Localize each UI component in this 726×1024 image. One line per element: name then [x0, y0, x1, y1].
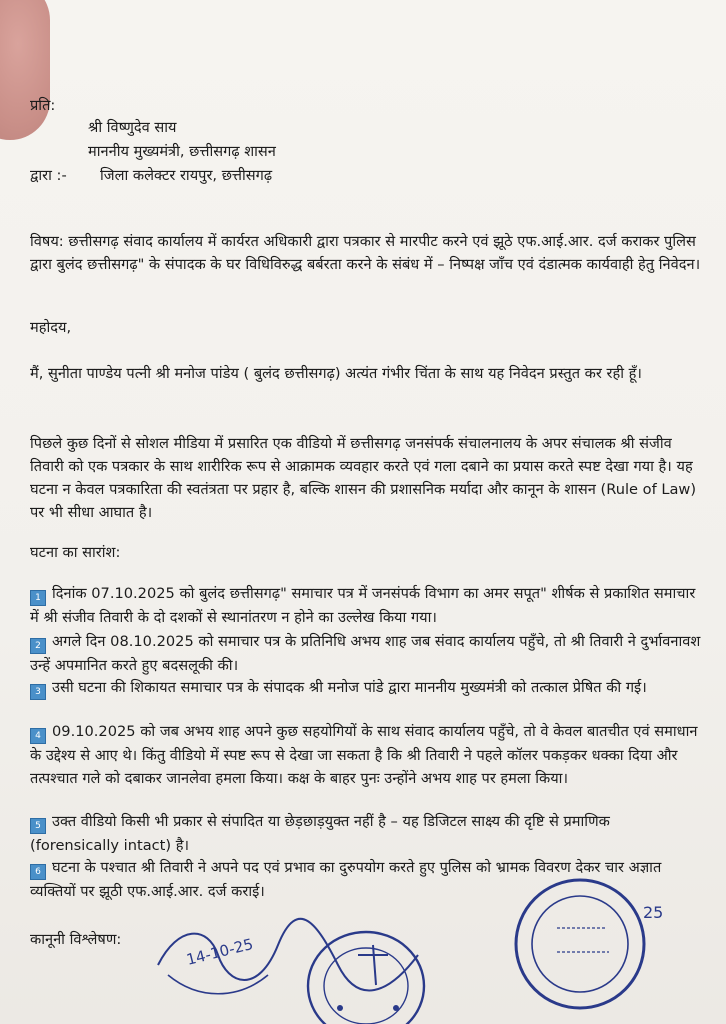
finger-photo-artifact — [0, 0, 50, 140]
via-value: जिला कलेक्टर रायपुर, छत्तीसगढ़ — [100, 167, 273, 184]
handwritten-date: 14-10-25 — [184, 934, 256, 969]
item-number-badge: 1 — [30, 590, 46, 606]
item-number-badge: 2 — [30, 638, 46, 654]
item-number-badge: 6 — [30, 864, 46, 880]
summary-item-text: 09.10.2025 को जब अभय शाह अपने कुछ सहयोगियों के साथ संवाद कार्यालय पहुँचे, तो वे केवल बातचीत एवं समाधान के उद्देश्य से आए थे। किंतु वीडियो में स्पष्ट रूप से देखा जा सकता है कि श्री तिवारी ने पहले कॉलर पकड़कर धक्का दिया और तत्पश्चात गले को दबाकर जानलेवा हमला किया। कक्ष के बाहर पुनः उन्होंने अभय शाह पर हमला किया। — [30, 723, 698, 787]
legal-heading: कानूनी विश्लेषण: — [30, 931, 122, 948]
background-paragraph: पिछले कुछ दिनों से सोशल मीडिया में प्रसारित एक वीडियो में छत्तीसगढ़ जनसंपर्क संचालनालय के अपर संचालक श्री संजीव तिवारी को एक पत्रकार के साथ शारीरिक रूप से आक्रामक व्यवहार करते एवं गला दबाने का प्रयास करते स्पष्ट देखा गया है। यह घटना न केवल पत्रकारिता की स्वतंत्रता पर प्रहार है, बल्कि शासन की प्रशासनिक मर्यादा और कानून के शासन (Rule of Law) पर भी सीधा आघात है। — [30, 435, 697, 521]
salutation: महोदय, — [30, 319, 72, 336]
summary-item-text: उक्त वीडियो किसी भी प्रकार से संपादित या छेड़छाड़युक्त नहीं है – यह डिजिटल साक्ष्य की दृष्टि से प्रमाणिक (forensically intact) है। — [30, 813, 610, 854]
summary-item — [30, 810, 702, 857]
summary-item — [30, 720, 702, 790]
summary-item-text: दिनांक 07.10.2025 को बुलंद छत्तीसगढ़" समाचार पत्र में जनसंपर्क विभाग का अमर सपूत" शीर्षक से प्रकाशित समाचार में श्री संजीव तिवारी के दो दशकों से स्थानांतरण न होने का उल्लेख किया गया। — [30, 585, 696, 626]
summary-item-text: घटना के पश्चात श्री तिवारी ने अपने पद एवं प्रभाव का दुरुपयोग करते हुए पुलिस को भ्रामक विवरण देकर चार अज्ञात व्यक्तियों पर झूठी एफ.आई.आर. दर्ज कराई। — [30, 859, 662, 900]
prati-label: प्रति: — [30, 97, 56, 114]
summary-item-text: अगले दिन 08.10.2025 को समाचार पत्र के प्रतिनिधि अभय शाह जब संवाद कार्यालय पहुँचे, तो श्री तिवारी ने दुर्भावनावश उन्हें अपमानित करते हुए बदसलूकी की। — [30, 633, 701, 674]
recipient-name: श्री विष्णुदेव साय — [88, 119, 177, 136]
item-number-badge: 5 — [30, 818, 46, 834]
police-stamp — [300, 898, 430, 1024]
stamp-handwritten-number: 25 — [643, 903, 664, 922]
summary-item — [30, 676, 702, 700]
item-number-badge: 3 — [30, 684, 46, 700]
office-round-stamp — [505, 862, 705, 1024]
summary-item — [30, 630, 702, 677]
summary-item-text: उसी घटना की शिकायत समाचार पत्र के संपादक श्री मनोज पांडे द्वारा माननीय मुख्यमंत्री को तत्काल प्रेषित की गई। — [52, 679, 647, 696]
recipient-title: माननीय मुख्यमंत्री, छत्तीसगढ़ शासन — [88, 143, 276, 160]
via-label: द्वारा :- — [30, 167, 67, 184]
summary-item — [30, 582, 702, 629]
summary-heading: घटना का सारांश: — [30, 544, 121, 561]
subject: विषय: छत्तीसगढ़ संवाद कार्यालय में कार्यरत अधिकारी द्वारा पत्रकार से मारपीट करने एवं झूठे एफ.आई.आर. दर्ज कराकर पुलिस द्वारा बुलंद छत्तीसगढ़" के संपादक के घर विधिविरुद्ध बर्बरता करने के संबंध में – निष्पक्ष जाँच एवं दंडात्मक कार्यवाही हेतु निवेदन। — [30, 233, 701, 273]
intro-paragraph: मैं, सुनीता पाण्डेय पत्नी श्री मनोज पांडेय ( बुलंद छत्तीसगढ़) अत्यंत गंभीर चिंता के साथ यह निवेदन प्रस्तुत कर रही हूँ। — [30, 365, 642, 382]
item-number-badge: 4 — [30, 728, 46, 744]
